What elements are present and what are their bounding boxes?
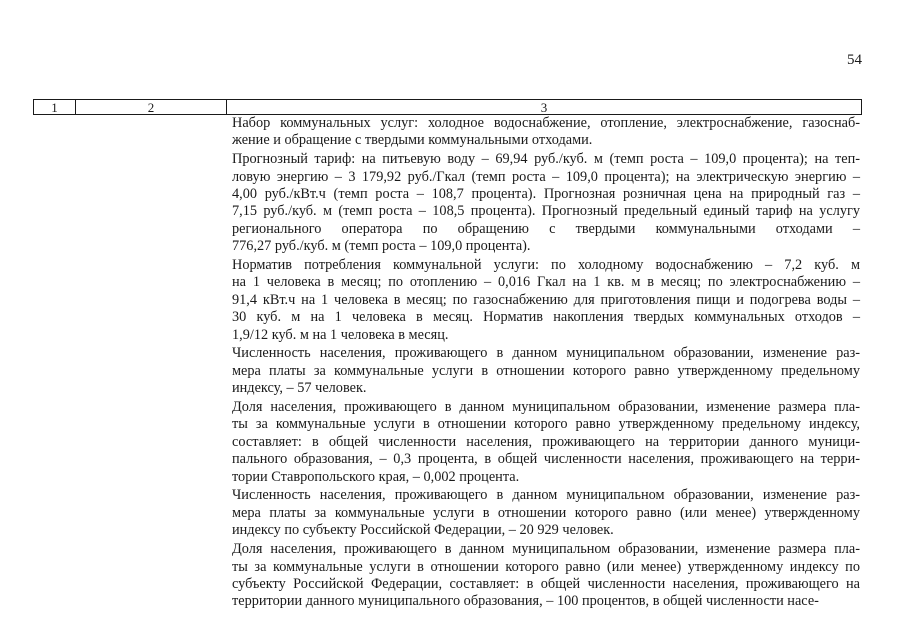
column-number-1: 1 <box>34 100 76 115</box>
text-line: Набор коммунальных услуг: холодное водоснабжение, отопление, электроснабжение, газоснаб- <box>232 115 860 131</box>
text-line: 1,9/12 куб. м на 1 человека в месяц. <box>232 326 449 343</box>
text-line: 91,4 кВт.ч на 1 человека в месяц; по газоснабжению для приготовления пищи и подогрева воды – <box>232 291 860 308</box>
document-body <box>232 115 860 612</box>
text-line: 30 куб. м на 1 человека в месяц. Норматив накопления твердых коммунальных отходов – <box>232 309 860 326</box>
text-line: пального образования, – 0,3 процента, в общей численности населения, проживающего на терри- <box>232 451 860 468</box>
text-line: Прогнозный тариф: на питьевую воду – 69,94 руб./куб. м (темп роста – 109,0 процента); на теп- <box>232 151 860 168</box>
text-line: мера платы за коммунальные услуги в отношении которого равно (или менее) утвержденному <box>232 504 860 521</box>
text-line: Численность населения, проживающего в данном муниципальном образовании, изменение раз- <box>232 345 860 362</box>
text-line: мера платы за коммунальные услуги в отношении которого равно утвержденному предельному <box>232 362 860 379</box>
paragraph <box>232 345 860 397</box>
text-line: Норматив потребления коммунальной услуги: по холодному водоснабжению – 7,2 куб. м <box>232 257 860 274</box>
text-line: 776,27 руб./куб. м (темп роста – 109,0 процента). <box>232 238 531 255</box>
page-number: 54 <box>847 52 862 68</box>
text-line: ты за коммунальные услуги в отношении которого равно утвержденному предельному индексу, <box>232 416 860 433</box>
text-line: 4,00 руб./кВт.ч (темп роста – 108,7 процента). Прогнозная розничная цена на природный газ – <box>232 186 860 203</box>
text-line: Доля населения, проживающего в данном муниципальном образовании, изменение размера пла- <box>232 399 860 416</box>
text-line: ты за коммунальные услуги в отношении которого равно (или менее) утвержденному индексу по <box>232 558 860 575</box>
text-line: регионального оператора по обращению с твердыми коммунальными отходами – <box>232 220 860 237</box>
text-line: Численность населения, проживающего в данном муниципальном образовании, изменение раз- <box>232 487 860 504</box>
text-line: индексу по субъекту Российской Федерации, – 20 929 человек. <box>232 522 614 539</box>
paragraph <box>232 151 860 255</box>
text-line: составляет: в общей численности населения, проживающего на территории данного муници- <box>232 433 860 450</box>
text-line: тории Ставропольского края, – 0,002 процента. <box>232 468 520 485</box>
column-number-header-table <box>33 99 862 115</box>
text-line: 7,15 руб./куб. м (темп роста – 108,5 процента). Прогнозный предельный единый тариф на услугу <box>232 203 860 220</box>
text-line: территории данного муниципального образования, – 100 процентов, в общей численности насе- <box>232 593 819 610</box>
paragraph <box>232 257 860 344</box>
paragraph <box>232 115 860 150</box>
column-number-3: 3 <box>227 100 862 115</box>
text-line: на 1 человека в месяц; по отоплению – 0,016 Гкал на 1 кв. м в месяц; по электроснабжению – <box>232 274 860 291</box>
text-line: ловую энергию – 3 179,92 руб./Гкал (темп роста – 109,0 процента); на электрическую энергию – <box>232 168 860 185</box>
column-number-row <box>34 100 862 115</box>
text-line: жение и обращение с твердыми коммунальными отходами. <box>232 132 593 149</box>
paragraph <box>232 541 860 611</box>
column-number-2: 2 <box>76 100 227 115</box>
text-line: субъекту Российской Федерации, составляет: в общей численности населения, проживающего на <box>232 575 860 592</box>
paragraph <box>232 487 860 539</box>
paragraph <box>232 399 860 486</box>
text-line: индексу, – 57 человек. <box>232 380 367 397</box>
text-line: Доля населения, проживающего в данном муниципальном образовании, изменение размера пла- <box>232 541 860 558</box>
